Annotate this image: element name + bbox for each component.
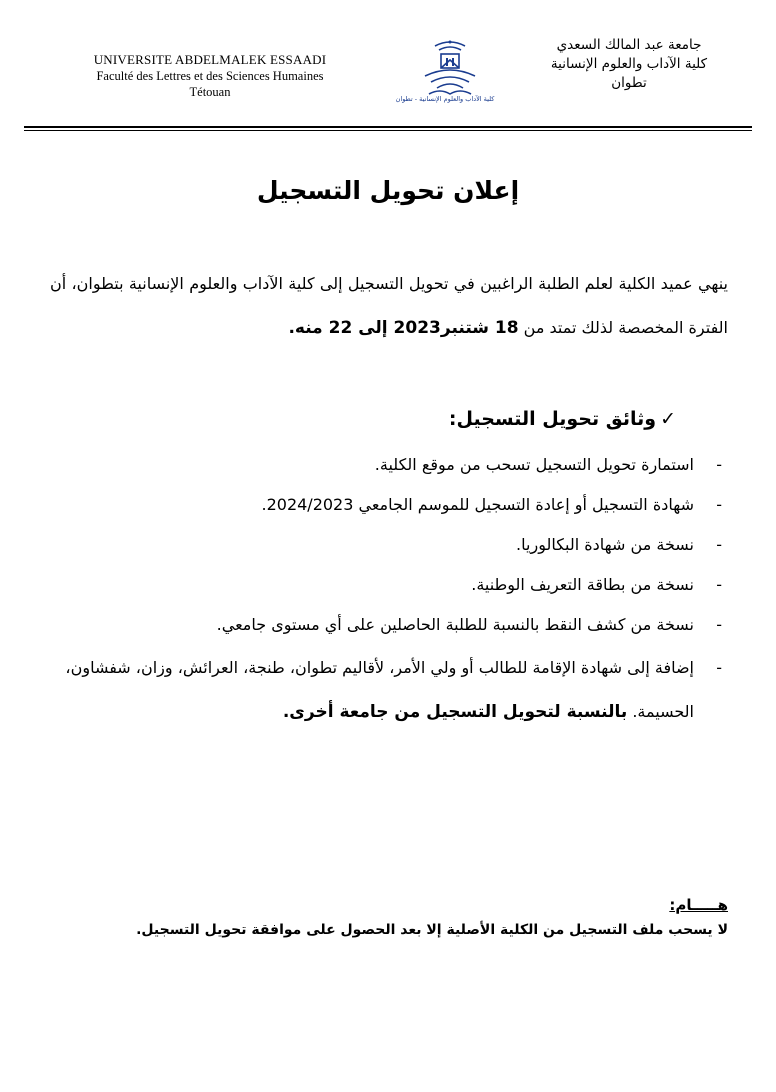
city-name-ar: تطوان xyxy=(611,75,647,91)
list-item: - إضافة إلى شهادة الإقامة للطالب أو ولي الأمر، لأقاليم تطوان، طنجة، العرائش، وزان، شفشاون، الحسيمة. بالنسبة لتحويل التسجيل من جامعة أخرى. xyxy=(40,646,728,734)
intro-paragraph xyxy=(50,262,728,350)
dash-bullet: - xyxy=(716,575,722,594)
documents-list xyxy=(40,450,728,744)
notice-heading: هـــــام: xyxy=(669,896,728,914)
header-divider-thick xyxy=(24,126,752,128)
dash-bullet: - xyxy=(716,658,722,677)
documents-heading xyxy=(449,408,676,430)
list-item: - نسخة من بطاقة التعريف الوطنية. xyxy=(40,570,728,600)
header-arabic-block xyxy=(534,36,724,93)
dash-bullet: - xyxy=(716,535,722,554)
faculty-name-fr: Faculté des Lettres et des Sciences Humaines xyxy=(96,69,324,83)
checkmark-icon: ✓ xyxy=(660,408,676,430)
university-name-fr: UNIVERSITE ABDELMALEK ESSAADI xyxy=(93,52,327,67)
intro-text: ينهي عميد الكلية لعلم الطلبة الراغبين في تحويل التسجيل إلى كلية الآداب والعلوم الإنسانية بتطوان، أن الفترة المخصصة لذلك تمتد من xyxy=(50,274,728,337)
university-name-ar: جامعة عبد المالك السعدي xyxy=(556,37,702,53)
list-item: - استمارة تحويل التسجيل تسحب من موقع الكلية. xyxy=(40,450,728,480)
header-french-block xyxy=(60,52,360,100)
notice-text: لا يسحب ملف التسجيل من الكلية الأصلية إلا بعد الحصول على موافقة تحويل التسجيل. xyxy=(136,922,728,938)
city-name-fr: Tétouan xyxy=(189,85,231,99)
faculty-name-ar: كلية الآداب والعلوم الإنسانية xyxy=(550,56,708,72)
page-title: إعلان تحويل التسجيل xyxy=(256,176,520,205)
logo-caption: كلية الآداب والعلوم الإنسانية - تطوان xyxy=(395,95,495,103)
dash-bullet: - xyxy=(716,495,722,514)
dash-bullet: - xyxy=(716,455,722,474)
intro-period: 18 شتنبر2023 إلى 22 منه. xyxy=(288,318,519,338)
dash-bullet: - xyxy=(716,615,722,634)
header-divider-thin xyxy=(24,130,752,131)
list-item: - نسخة من شهادة البكالوريا. xyxy=(40,530,728,560)
list-item: - شهادة التسجيل أو إعادة التسجيل للموسم الجامعي 2024/2023. xyxy=(40,490,728,520)
list-item: - نسخة من كشف النقط بالنسبة للطلبة الحاصلين على أي مستوى جامعي. xyxy=(40,610,728,640)
documents-heading-text: وثائق تحويل التسجيل: xyxy=(448,408,657,430)
